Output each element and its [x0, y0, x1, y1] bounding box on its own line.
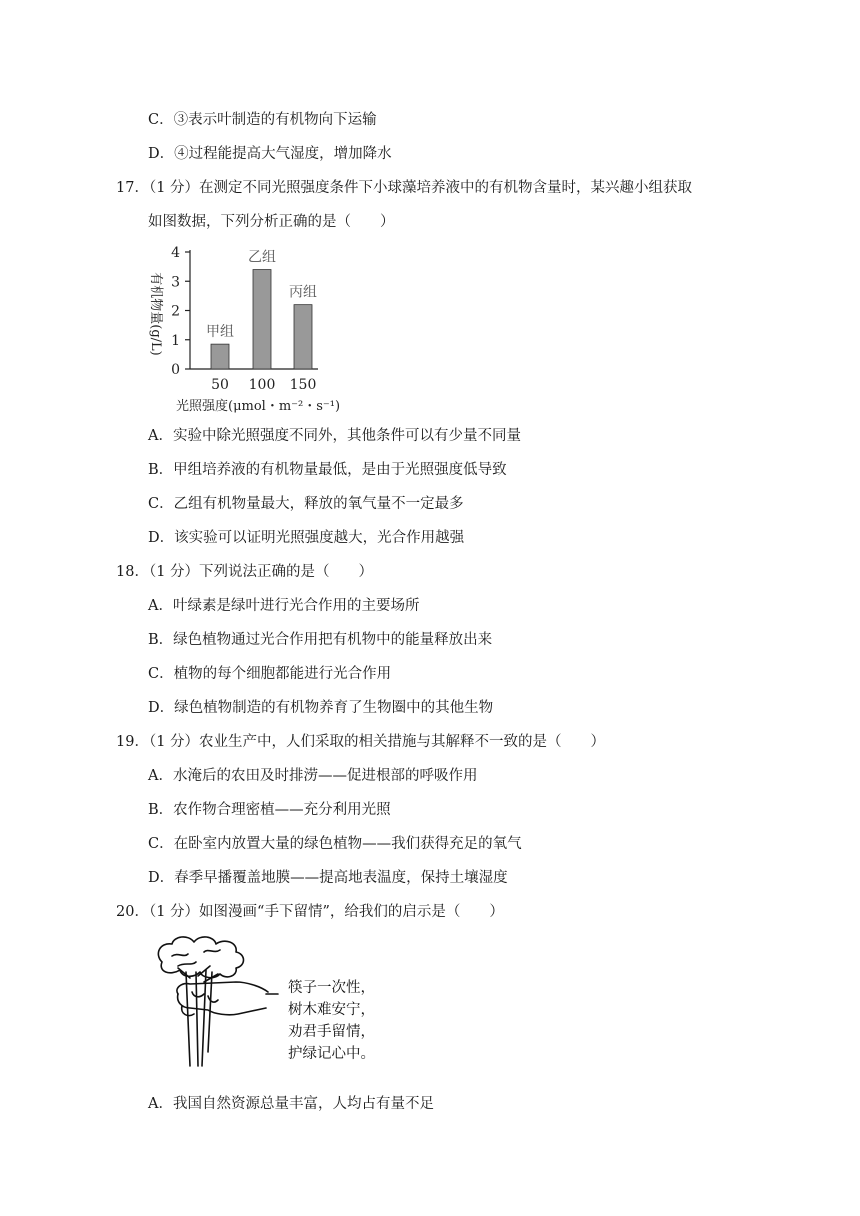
comic-verse-line-4: 护绿记心中。 — [288, 1046, 375, 1062]
comic-verse-line-3: 劝君手留情， — [288, 1024, 375, 1040]
q20-option-a: A．我国自然资源总量丰富，人均占有量不足 — [148, 1096, 434, 1112]
q19-option-a: A．水淹后的农田及时排涝——促进根部的呼吸作用 — [148, 768, 478, 784]
q17-option-d: D．该实验可以证明光照强度越大，光合作用越强 — [148, 530, 465, 546]
x-tick-label: 50 — [211, 377, 229, 393]
x-tick-label: 150 — [289, 377, 317, 393]
q19-option-b: B．农作物合理密植——充分利用光照 — [148, 802, 391, 818]
q17-option-c: C．乙组有机物量最大，释放的氧气量不一定最多 — [148, 496, 464, 512]
y-ticks — [171, 245, 190, 378]
bar-group-label: 丙组 — [289, 284, 317, 301]
y-tick-label: 4 — [171, 245, 180, 261]
y-axis-label: 有机物量(g/L) — [148, 272, 163, 356]
q18-option-c: C．植物的每个细胞都能进行光合作用 — [148, 666, 392, 682]
q20-stem: 20．（1 分）如图漫画“手下留情”，给我们的启示是（ ） — [116, 904, 504, 920]
comic-verse-line-2: 树木难安宁， — [288, 1002, 375, 1018]
q16-option-c: C．③表示叶制造的有机物向下运输 — [148, 112, 377, 128]
comic-verse — [288, 979, 375, 1062]
y-tick-label: 3 — [171, 274, 180, 291]
q17-stem: 17．（1 分）在测定不同光照强度条件下小球藻培养液中的有机物含量时，某兴趣小组获取 — [116, 180, 693, 196]
x-ticks — [211, 377, 316, 393]
q19-option-c: C．在卧室内放置大量的绿色植物——我们获得充足的氧气 — [148, 836, 522, 852]
x-tick-label: 100 — [248, 377, 276, 393]
q18-option-b: B．绿色植物通过光合作用把有机物中的能量释放出来 — [148, 632, 493, 648]
q18-option-d: D．绿色植物制造的有机物养育了生物圈中的其他生物 — [148, 700, 494, 716]
bar-50 — [211, 344, 229, 369]
q19-option-d: D．春季早播覆盖地膜——提高地表温度，保持土壤湿度 — [148, 870, 508, 886]
q18-stem: 18．（1 分）下列说法正确的是（ ） — [116, 564, 374, 580]
q17-option-a: A．实验中除光照强度不同外，其他条件可以有少量不同量 — [148, 428, 521, 444]
y-tick-label: 0 — [171, 362, 180, 378]
y-tick-label: 1 — [171, 332, 180, 349]
x-axis-label: 光照强度(μmol・m⁻²・s⁻¹) — [176, 399, 341, 414]
q19-stem: 19．（1 分）农业生产中，人们采取的相关措施与其解释不一致的是（ ） — [116, 734, 606, 750]
tree-hand-drawing — [158, 937, 278, 1066]
bars — [206, 250, 317, 369]
q18-option-a: A．叶绿素是绿叶进行光合作用的主要场所 — [148, 598, 420, 614]
bar-chart — [138, 236, 368, 416]
q16-option-d: D．④过程能提高大气湿度，增加降水 — [148, 146, 392, 162]
bar-150 — [294, 305, 312, 369]
q17-stem-continued: 如图数据，下列分析正确的是（ ） — [148, 214, 395, 230]
bar-group-label: 乙组 — [248, 249, 276, 266]
comic-illustration — [148, 932, 408, 1072]
y-tick-label: 2 — [171, 303, 180, 320]
q17-option-b: B．甲组培养液的有机物量最低，是由于光照强度低导致 — [148, 462, 507, 478]
bar-100 — [253, 270, 271, 369]
bar-group-label: 甲组 — [206, 324, 234, 341]
comic-verse-line-1: 筷子一次性， — [288, 980, 375, 996]
